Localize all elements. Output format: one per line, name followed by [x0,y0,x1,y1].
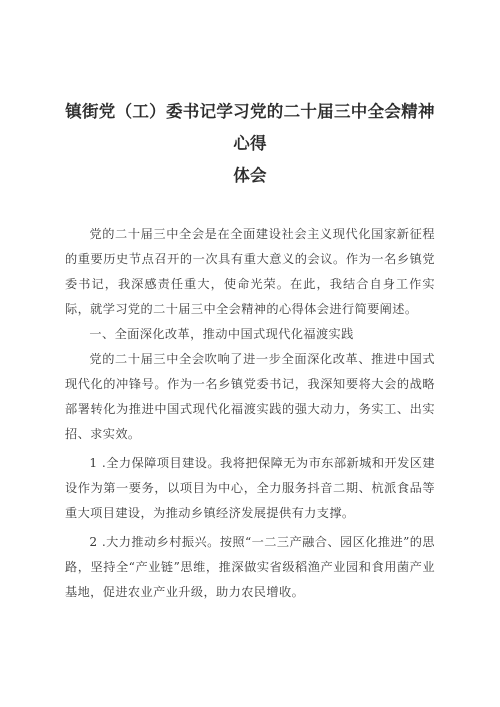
title-line-2: 体会 [233,166,267,185]
intro-paragraph: 党的二十届三中全会是在全面建设社会主义现代化国家新征程的重要历史节点召开的一次具有重大意义的会议。作为一名乡镇党委书记，我深感责任重大，使命光荣。在此，我结合自身工作实际，就学习党的二十届三中全会精神的心得体会进行简要阐述。 [65,227,435,316]
item-paragraph-1: 1 .全力保障项目建设。我将把保障无为市东部新城和开发区建设作为第一要务，以项目为中心，全力服务抖音二期、杭派食品等重大项目建设，为推动乡镇经济发展提供有力支撑。 [65,456,435,520]
section-paragraph: 党的二十届三中全会吹响了进一步全面深化改革、推进中国式现代化的冲锋号。作为一名乡镇党委书记，我深知要将大会的战略部署转化为推进中国式现代化福渡实践的强大动力，务实工、出实招、求实效。 [65,352,435,441]
section-heading: 一、全面深化改革，推动中国式现代化福渡实践 [89,327,354,341]
title-line-1: 镇街党（工）委书记学习党的二十届三中全会精神心得 [65,102,435,153]
item-paragraph-2: 2 .大力推动乡村振兴。按照“一二三产融合、园区化推进”的思路，坚持全“产业链”思维，推深做实省级稻渔产业园和食用菌产业基地，促进农业产业升级，助力农民增收。 [65,535,435,599]
document-title [65,96,435,192]
